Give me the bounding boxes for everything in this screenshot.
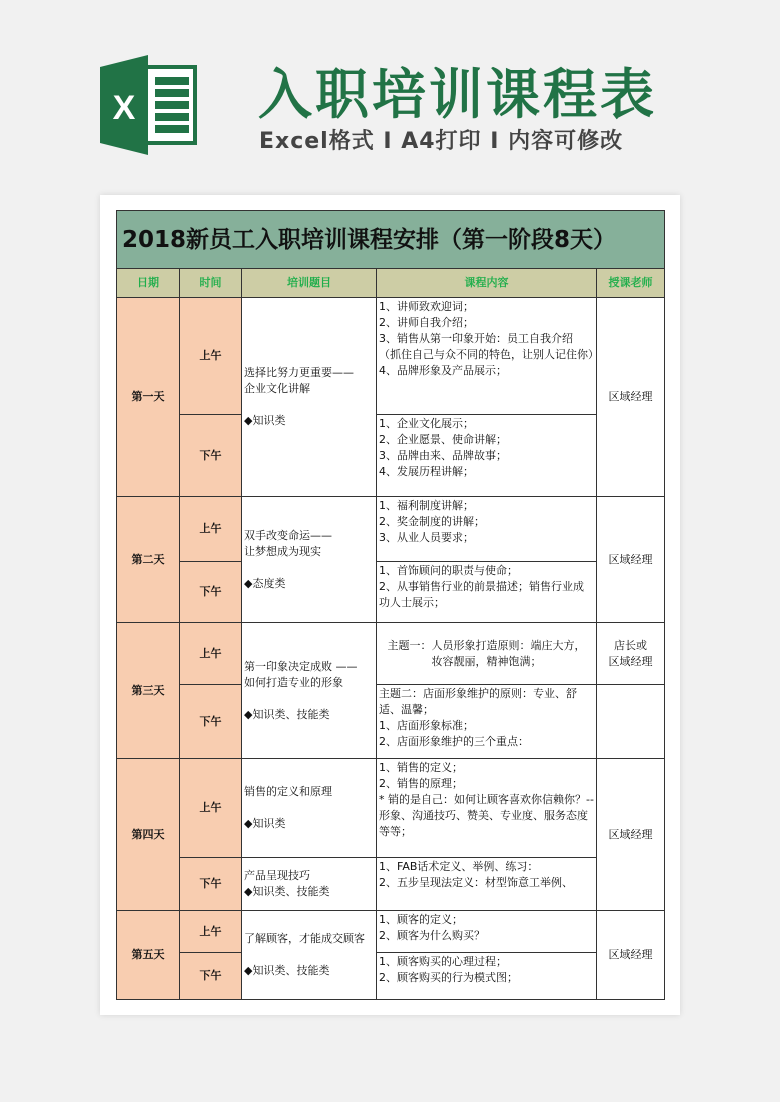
table-row (117, 953, 665, 1000)
text-line: ◆知识类 (244, 414, 286, 427)
text-line: 妆容靓丽，精神饱满； (431, 655, 542, 668)
text-line: ◆态度类 (244, 576, 286, 590)
text-line: 产品呈现技巧 (244, 869, 310, 882)
teacher-empty (597, 685, 665, 759)
text-line: * 销的是自己：如何让顾客喜欢你信赖你？--形象、沟通技巧、赞美、专业度、服务态度等等； (379, 793, 594, 838)
text-line: ◆知识类、技能类 (244, 707, 330, 721)
time-pm: 下午 (180, 685, 242, 759)
training-topic (242, 623, 377, 759)
time-pm: 下午 (180, 858, 242, 911)
text-line: 企业文化讲解 (244, 382, 310, 395)
text-line: 2、顾客为什么购买？ (379, 929, 485, 942)
teacher: 区域经理 (597, 298, 665, 497)
header-date: 日期 (117, 269, 180, 298)
training-topic (242, 759, 377, 858)
course-content-am (377, 759, 597, 858)
time-pm: 下午 (180, 953, 242, 1000)
training-topic (242, 911, 377, 1000)
text-line (244, 560, 374, 576)
time-pm: 下午 (180, 415, 242, 497)
text-line: ◆知识类、技能类 (244, 964, 330, 977)
text-line: 4、品牌形象及产品展示； (379, 364, 507, 377)
header-topic: 培训题目 (242, 269, 377, 298)
text-line: 第一印象决定成败 —— (244, 659, 358, 673)
text-line: ◆知识类、技能类 (244, 885, 330, 898)
course-content-pm (377, 562, 597, 623)
time-am: 上午 (180, 298, 242, 415)
text-line: 3、从业人员要求； (379, 531, 474, 544)
text-line: 1、企业文化展示； (379, 417, 474, 430)
table-row (117, 497, 665, 562)
svg-text:X: X (112, 89, 136, 127)
text-line: 了解顾客，才能成交顾客 (244, 932, 365, 945)
training-topic (242, 298, 377, 497)
text-line: 主题一：人员形象打造原则：端庄大方， (387, 639, 586, 652)
course-content-am (377, 298, 597, 415)
text-line: 1、FAB话术定义、举例、练习： (379, 860, 539, 873)
course-content-pm (377, 415, 597, 497)
text-line: 2、讲师自我介绍； (379, 316, 474, 329)
day-label: 第三天 (117, 623, 180, 759)
teacher (597, 623, 665, 685)
banner-title: 入职培训课程表 (258, 63, 657, 126)
text-line: 2、销售的原理； (379, 777, 463, 790)
banner-subtitle: Excel格式 I A4打印 I 内容可修改 (259, 129, 624, 154)
text-line (244, 397, 374, 413)
text-line: ◆知识类 (244, 817, 286, 830)
text-line: 1、顾客的定义； (379, 913, 463, 926)
text-line: 1、讲师致欢迎词； (379, 300, 474, 313)
table-row (117, 685, 665, 759)
text-line: 2、店面形象维护的三个重点： (379, 735, 529, 748)
day-label: 第五天 (117, 911, 180, 1000)
time-pm: 下午 (180, 562, 242, 623)
table-row (117, 298, 665, 415)
day-label: 第一天 (117, 298, 180, 497)
table-row (117, 623, 665, 685)
course-content-pm (377, 685, 597, 759)
table-row (117, 911, 665, 953)
header-time: 时间 (180, 269, 242, 298)
text-line: 选择比努力更重要—— (244, 366, 354, 379)
text-line: 1、店面形象标准； (379, 719, 474, 732)
table-row (117, 415, 665, 497)
text-line: 主题二：店面形象维护的原则：专业、舒适、温馨； (379, 687, 577, 716)
text-line: 2、企业愿景、使命讲解； (379, 433, 507, 446)
text-line: 店长或 (614, 638, 647, 652)
teacher: 区域经理 (597, 759, 665, 911)
header-content: 课程内容 (377, 269, 597, 298)
text-line: 1、福利制度讲解； (379, 499, 474, 512)
table-row (117, 858, 665, 911)
teacher: 区域经理 (597, 497, 665, 623)
header-row (117, 269, 665, 298)
text-line: 双手改变命运—— (244, 528, 332, 542)
training-topic (242, 858, 377, 911)
teacher: 区域经理 (597, 911, 665, 1000)
text-line: 3、品牌由来、品牌故事； (379, 449, 507, 462)
course-content-pm (377, 953, 597, 1000)
text-line: 区域经理 (608, 654, 653, 668)
course-content-am (377, 497, 597, 562)
training-topic (242, 497, 377, 623)
text-line: 如何打造专业的形象 (244, 675, 343, 689)
text-line: 1、顾客购买的心理过程； (379, 955, 507, 968)
text-line: 1、首饰顾问的职责与使命； (379, 564, 518, 577)
course-content-pm (377, 858, 597, 911)
table-row (117, 759, 665, 858)
text-line: 销售的定义和原理 (244, 785, 332, 798)
text-line (244, 947, 374, 963)
excel-logo-icon (100, 55, 200, 155)
text-line: 2、从事销售行业的前景描述；销售行业成功人士展示； (379, 580, 584, 609)
text-line: 2、奖金制度的讲解； (379, 515, 485, 528)
course-content-am (377, 911, 597, 953)
text-line (244, 691, 374, 707)
time-am: 上午 (180, 759, 242, 858)
text-line: 1、销售的定义； (379, 761, 463, 774)
day-label: 第四天 (117, 759, 180, 911)
text-line: 4、发展历程讲解； (379, 465, 474, 478)
table-title: 2018新员工入职培训课程安排（第一阶段8天） (117, 211, 665, 269)
text-line: 让梦想成为现实 (244, 544, 321, 558)
text-line: 3、销售从第一印象开始：员工自我介绍（抓住自己与众不同的特色，让别人记住你） (379, 332, 599, 361)
time-am: 上午 (180, 497, 242, 562)
text-line (244, 800, 374, 816)
time-am: 上午 (180, 911, 242, 953)
schedule-table (116, 210, 665, 1000)
text-line: 2、五步呈现法定义：材型饰意工举例、 (379, 876, 573, 889)
header-teacher: 授课老师 (597, 269, 665, 298)
course-content-am (377, 623, 597, 685)
day-label: 第二天 (117, 497, 180, 623)
text-line: 2、顾客购买的行为模式图； (379, 971, 518, 984)
table-row (117, 562, 665, 623)
time-am: 上午 (180, 623, 242, 685)
